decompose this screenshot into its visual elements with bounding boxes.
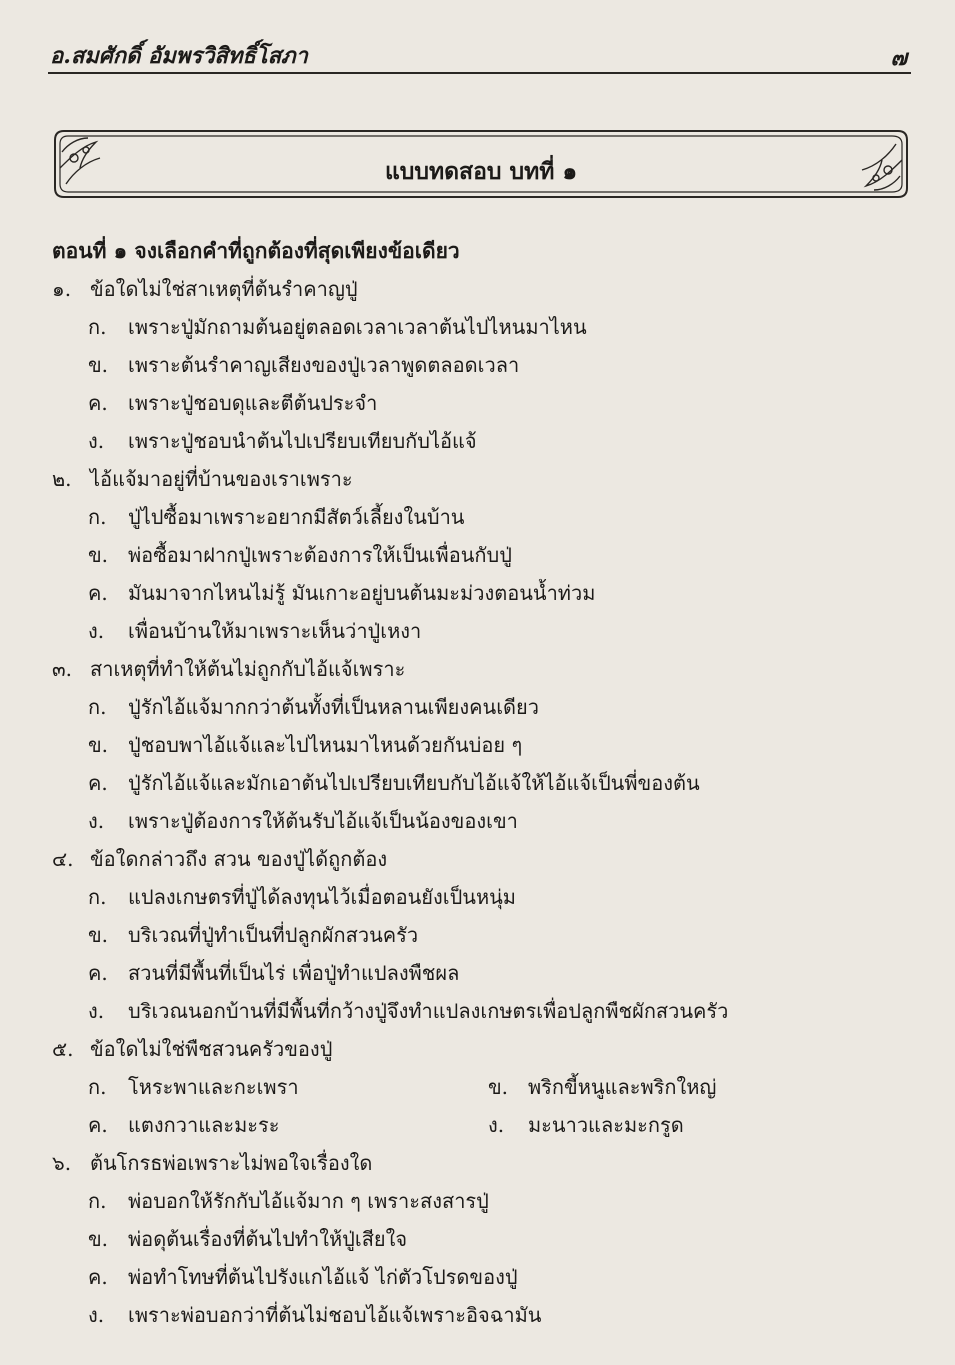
choice-mark: ข. <box>88 353 109 377</box>
choice-mark: ก. <box>88 315 107 339</box>
header-rule <box>48 72 911 74</box>
choice-mark: ง. <box>88 619 105 643</box>
choice-1a <box>52 308 912 346</box>
choice-mark: ค. <box>88 391 108 415</box>
choice-text: พ่อทำโทษที่ต้นไปรังแกไอ้แจ้ ไก่ตัวโปรดของปู่ <box>128 1265 518 1289</box>
question-text: ข้อใดกล่าวถึง สวน ของปู่ได้ถูกต้อง <box>90 847 388 871</box>
choice-text: ปู่ไปซื้อมาเพราะอยากมีสัตว์เลี้ยงในบ้าน <box>128 505 465 529</box>
question-number: ๕. <box>52 1037 74 1061</box>
question-text: ข้อใดไม่ใช่พืชสวนครัวของปู่ <box>90 1037 333 1061</box>
title-frame <box>52 128 910 200</box>
choice-text: เพราะต้นรำคาญเสียงของปู่เวลาพูดตลอดเวลา <box>128 353 520 377</box>
choice-text: มันมาจากไหนไม่รู้ มันเกาะอยู่บนต้นมะม่วงตอนน้ำท่วม <box>128 581 596 605</box>
choice-mark: ค. <box>88 1265 108 1289</box>
choice-text: โหระพาและกะเพรา <box>128 1075 299 1099</box>
choice-text: เพื่อนบ้านให้มาเพราะเห็นว่าปู่เหงา <box>128 619 422 643</box>
choice-right <box>488 1068 716 1106</box>
choice-2d <box>52 612 912 650</box>
choice-mark: ข. <box>88 923 109 947</box>
question-6 <box>52 1144 912 1182</box>
question-5 <box>52 1030 912 1068</box>
choice-text: พริกขี้หนูและพริกใหญ่ <box>528 1075 717 1099</box>
choice-text: เพราะพ่อบอกว่าที่ต้นไม่ชอบไอ้แจ้เพราะอิจฉามัน <box>128 1303 542 1327</box>
choice-text: ปู่รักไอ้แจ้มากกว่าต้นทั้งที่เป็นหลานเพียงคนเดียว <box>128 695 539 719</box>
choice-3c <box>52 764 912 802</box>
choice-text: เพราะปู่ชอบดุและตีต้นประจำ <box>128 391 378 415</box>
choice-text: บริเวณที่ปู่ทำเป็นที่ปลูกผักสวนครัว <box>128 923 419 947</box>
choice-text: บริเวณนอกบ้านที่มีพื้นที่กว้างปู่จึงทำแปลงเกษตรเพื่อปลูกพืชผักสวนครัว <box>128 999 729 1023</box>
question-text: ต้นโกรธพ่อเพราะไม่พอใจเรื่องใด <box>90 1151 373 1175</box>
choice-right <box>488 1106 684 1144</box>
choice-mark: ข. <box>88 1227 109 1251</box>
question-3 <box>52 650 912 688</box>
choice-4a <box>52 878 912 916</box>
exam-content <box>52 232 912 1334</box>
choice-text: เพราะปู่ต้องการให้ต้นรับไอ้แจ้เป็นน้องของเขา <box>128 809 518 833</box>
choice-text: มะนาวและมะกรูด <box>528 1113 684 1137</box>
choice-row-5-2 <box>52 1106 912 1144</box>
choice-6b <box>52 1220 912 1258</box>
choice-text: พ่อบอกให้รักกับไอ้แจ้มาก ๆ เพราะสงสารปู่ <box>128 1189 489 1213</box>
question-number: ๓. <box>52 657 73 681</box>
question-text: ไอ้แจ้มาอยู่ที่บ้านของเราเพราะ <box>90 467 353 491</box>
choice-6d <box>52 1296 912 1334</box>
choice-mark: ค. <box>88 1113 108 1137</box>
choice-2c <box>52 574 912 612</box>
choice-text: ปู่ชอบพาไอ้แจ้และไปไหนมาไหนด้วยกันบ่อย ๆ <box>128 733 523 757</box>
choice-mark: ค. <box>88 771 108 795</box>
choice-mark: ค. <box>88 961 108 985</box>
choice-6c <box>52 1258 912 1296</box>
question-text: สาเหตุที่ทำให้ต้นไม่ถูกกับไอ้แจ้เพราะ <box>90 657 406 681</box>
choice-2a <box>52 498 912 536</box>
exam-title: แบบทดสอบ บทที่ ๑ <box>384 158 578 185</box>
question-number: ๒. <box>52 467 72 491</box>
choice-3b <box>52 726 912 764</box>
choice-mark: ค. <box>88 581 108 605</box>
choice-mark: ง. <box>88 429 105 453</box>
choice-mark: ง. <box>88 809 105 833</box>
question-number: ๑. <box>52 277 72 301</box>
choice-text: แตงกวาและมะระ <box>128 1113 280 1137</box>
choice-1d <box>52 422 912 460</box>
choice-mark: ง. <box>88 1303 105 1327</box>
question-number: ๔. <box>52 847 74 871</box>
question-1 <box>52 270 912 308</box>
choice-1c <box>52 384 912 422</box>
page-number: ๗ <box>890 45 907 71</box>
choice-2b <box>52 536 912 574</box>
choice-mark: ข. <box>88 543 109 567</box>
choice-text: สวนที่มีพื้นที่เป็นไร่ เพื่อปู่ทำแปลงพืชผล <box>128 961 460 985</box>
question-4 <box>52 840 912 878</box>
choice-mark: ข. <box>488 1075 509 1099</box>
choice-text: พ่อดุต้นเรื่องที่ต้นไปทำให้ปู่เสียใจ <box>128 1227 408 1251</box>
question-text: ข้อใดไม่ใช่สาเหตุที่ต้นรำคาญปู่ <box>90 277 358 301</box>
choice-3d <box>52 802 912 840</box>
choice-4d <box>52 992 912 1030</box>
choice-text: พ่อซื้อมาฝากปู่เพราะต้องการให้เป็นเพื่อนกับปู่ <box>128 543 512 567</box>
choice-1b <box>52 346 912 384</box>
choice-mark: ก. <box>88 885 107 909</box>
choice-mark: ง. <box>488 1113 505 1137</box>
choice-text: เพราะปู่ชอบนำต้นไปเปรียบเทียบกับไอ้แจ้ <box>128 429 477 453</box>
choice-mark: ก. <box>88 1189 107 1213</box>
choice-6a <box>52 1182 912 1220</box>
choice-row-5-1 <box>52 1068 912 1106</box>
choice-3a <box>52 688 912 726</box>
choice-text: เพราะปู่มักถามต้นอยู่ตลอดเวลาเวลาต้นไปไหนมาไหน <box>128 315 587 339</box>
choice-text: แปลงเกษตรที่ปู่ได้ลงทุนไว้เมื่อตอนยังเป็นหนุ่ม <box>128 885 516 909</box>
choice-text: ปู่รักไอ้แจ้และมักเอาต้นไปเปรียบเทียบกับไอ้แจ้ให้ไอ้แจ้เป็นพี่ของต้น <box>128 771 700 795</box>
choice-mark: ก. <box>88 1075 107 1099</box>
choice-4b <box>52 916 912 954</box>
choice-mark: ก. <box>88 505 107 529</box>
question-number: ๖. <box>52 1151 72 1175</box>
choice-4c <box>52 954 912 992</box>
choice-mark: ก. <box>88 695 107 719</box>
header-author: อ.สมศักดิ์ อัมพรวิสิทธิ์โสภา <box>50 43 308 69</box>
choice-mark: ง. <box>88 999 105 1023</box>
choice-mark: ข. <box>88 733 109 757</box>
part-heading: ตอนที่ ๑ จงเลือกคำที่ถูกต้องที่สุดเพียงข้อเดียว <box>52 238 460 263</box>
question-2 <box>52 460 912 498</box>
